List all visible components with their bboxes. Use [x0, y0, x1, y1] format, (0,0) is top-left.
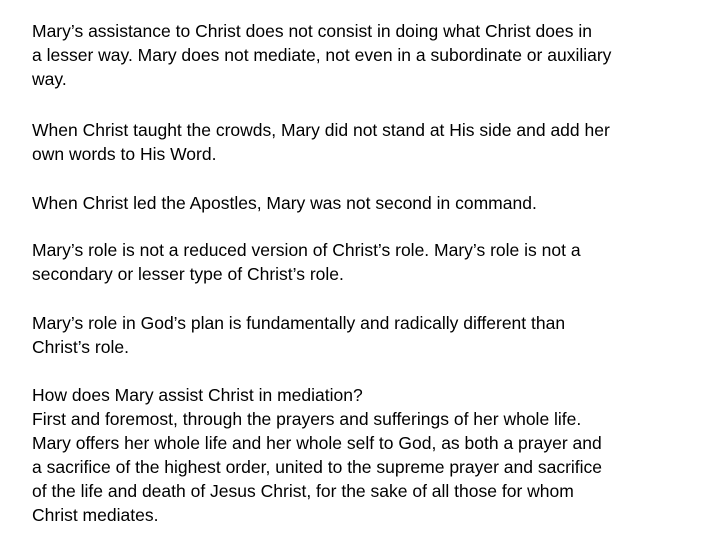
paragraph-crowds: When Christ taught the crowds, Mary did not stand at His side and add her own words to His Word.	[32, 120, 610, 164]
paragraph-apostles: When Christ led the Apostles, Mary was not second in command.	[32, 193, 537, 213]
paragraph-assistance: Mary’s assistance to Christ does not consist in doing what Christ does in a lesser way. Mary does not mediate, not even in a subordinate or auxiliary way.	[32, 21, 612, 89]
paragraph-role-not-reduced: Mary’s role is not a reduced version of Christ’s role. Mary’s role is not a secondary or lesser type of Christ’s role.	[32, 240, 581, 284]
paragraph-role-different: Mary’s role in God’s plan is fundamentally and radically different than Christ’s role.	[32, 313, 566, 357]
paragraph-mediation: How does Mary assist Christ in mediation? First and foremost, through the prayers and sufferings of her whole life. Mary offers her whole life and her whole self to God, as both a prayer and a sacrifice of the highest order, united to the supreme prayer and sacrifice of the life and death of Jesus Christ, for the sake of all those for whom Christ mediates.	[32, 385, 603, 525]
